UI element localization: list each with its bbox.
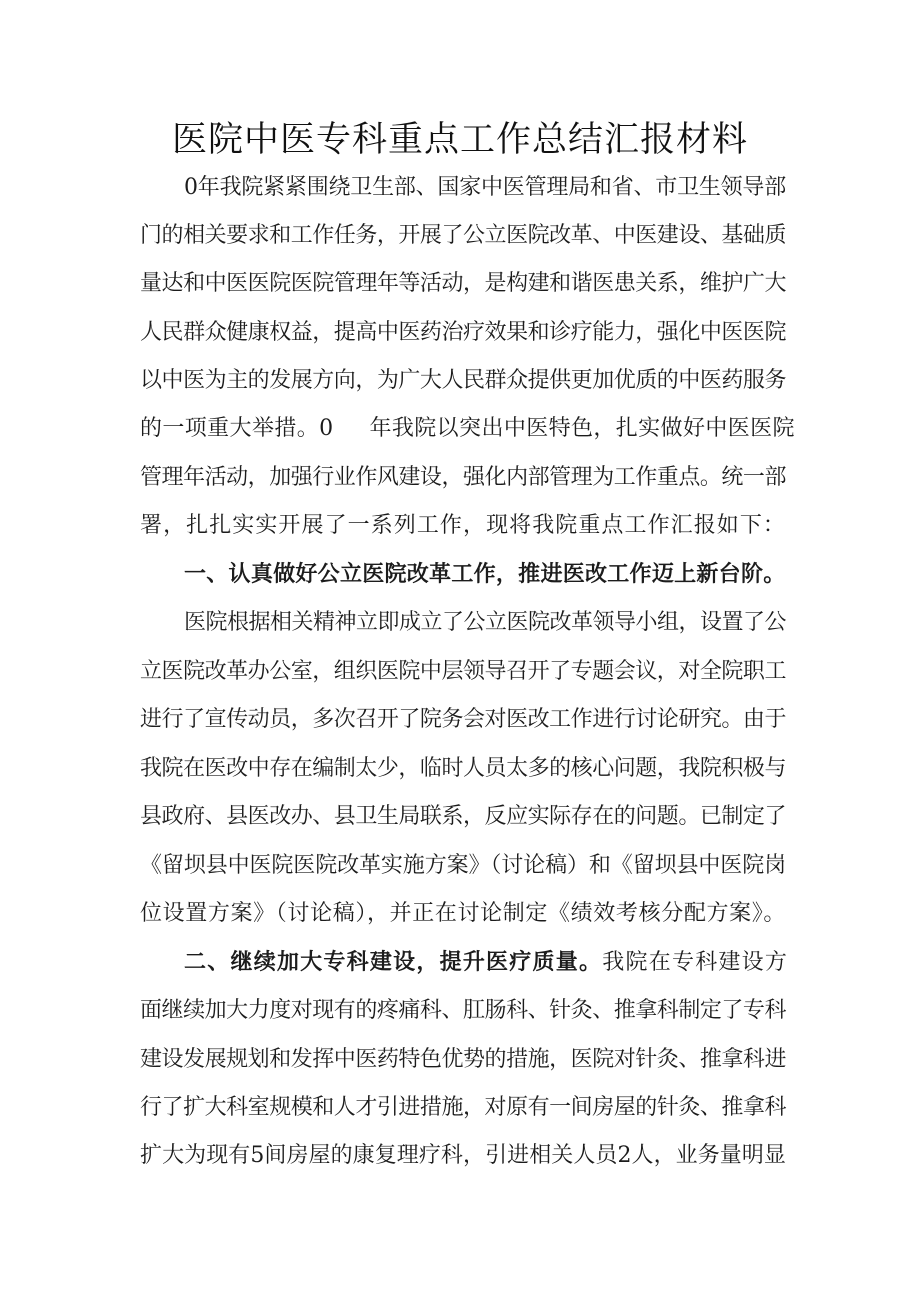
intro-line-6-part-a: 的一项重大举措。0 bbox=[140, 416, 334, 441]
intro-line-6 bbox=[140, 414, 795, 444]
section-2-line-2: 面继续加大力度对现有的疼痛科、肛肠科、针灸、推拿科制定了专科 bbox=[140, 998, 787, 1023]
section-1-heading: 一、认真做好公立医院改革工作，推进医改工作迈上新台阶。 bbox=[184, 562, 786, 587]
intro-line-2: 门的相关要求和工作任务，开展了公立医院改革、中医建设、基础质 bbox=[140, 223, 787, 248]
section-1-line-6: 《留坝县中医院医院改革实施方案》（讨论稿）和《留坝县中医院岗 bbox=[140, 853, 787, 878]
section-1-line-7: 位设置方案》（讨论稿），并正在讨论制定《绩效考核分配方案》。 bbox=[140, 901, 787, 926]
section-2-line-4: 行了扩大科室规模和人才引进措施，对原有一间房屋的针灸、推拿科 bbox=[140, 1095, 787, 1120]
document-title: 医院中医专科重点工作总结汇报材料 bbox=[171, 120, 748, 160]
intro-line-7: 管理年活动，加强行业作风建设，强化内部管理为工作重点。统一部 bbox=[140, 465, 787, 490]
section-1-line-1: 医院根据相关精神立即成立了公立医院改革领导小组，设置了公 bbox=[184, 610, 787, 635]
intro-line-5: 以中医为主的发展方向，为广大人民群众提供更加优质的中医药服务 bbox=[140, 368, 787, 393]
section-1-line-5: 县政府、县医改办、县卫生局联系，反应实际存在的问题。已制定了 bbox=[140, 804, 787, 829]
section-2-first-line bbox=[184, 948, 788, 978]
intro-line-6-part-b: 年我院以突出中医特色，扎实做好中医医院 bbox=[369, 416, 795, 441]
intro-line-3: 量达和中医医院医院管理年等活动，是构建和谐医患关系，维护广大 bbox=[140, 271, 787, 296]
section-2-line-5: 扩大为现有5间房屋的康复理疗科，引进相关人员2人，业务量明显 bbox=[140, 1143, 786, 1168]
section-1-line-2: 立医院改革办公室，组织医院中层领导召开了专题会议，对全院职工 bbox=[140, 659, 787, 684]
section-2-first-line-rest: 我院在专科建设方 bbox=[602, 950, 789, 975]
section-1-line-4: 我院在医改中存在编制太少，临时人员太多的核心问题，我院积极与 bbox=[140, 756, 787, 781]
intro-line-4: 人民群众健康权益，提高中医药治疗效果和诊疗能力，强化中医医院 bbox=[140, 320, 787, 345]
intro-line-8: 署，扎扎实实开展了一系列工作，现将我院重点工作汇报如下： bbox=[140, 513, 787, 538]
section-1-line-3: 进行了宣传动员，多次召开了院务会对医改工作进行讨论研究。由于 bbox=[140, 707, 787, 732]
section-2-line-3: 建设发展规划和发挥中医药特色优势的措施，医院对针灸、推拿科进 bbox=[140, 1047, 787, 1072]
section-2-heading: 二、继续加大专科建设，提升医疗质量。 bbox=[184, 950, 603, 975]
intro-line-1: 0年我院紧紧围绕卫生部、国家中医管理局和省、市卫生领导部 bbox=[184, 175, 786, 200]
